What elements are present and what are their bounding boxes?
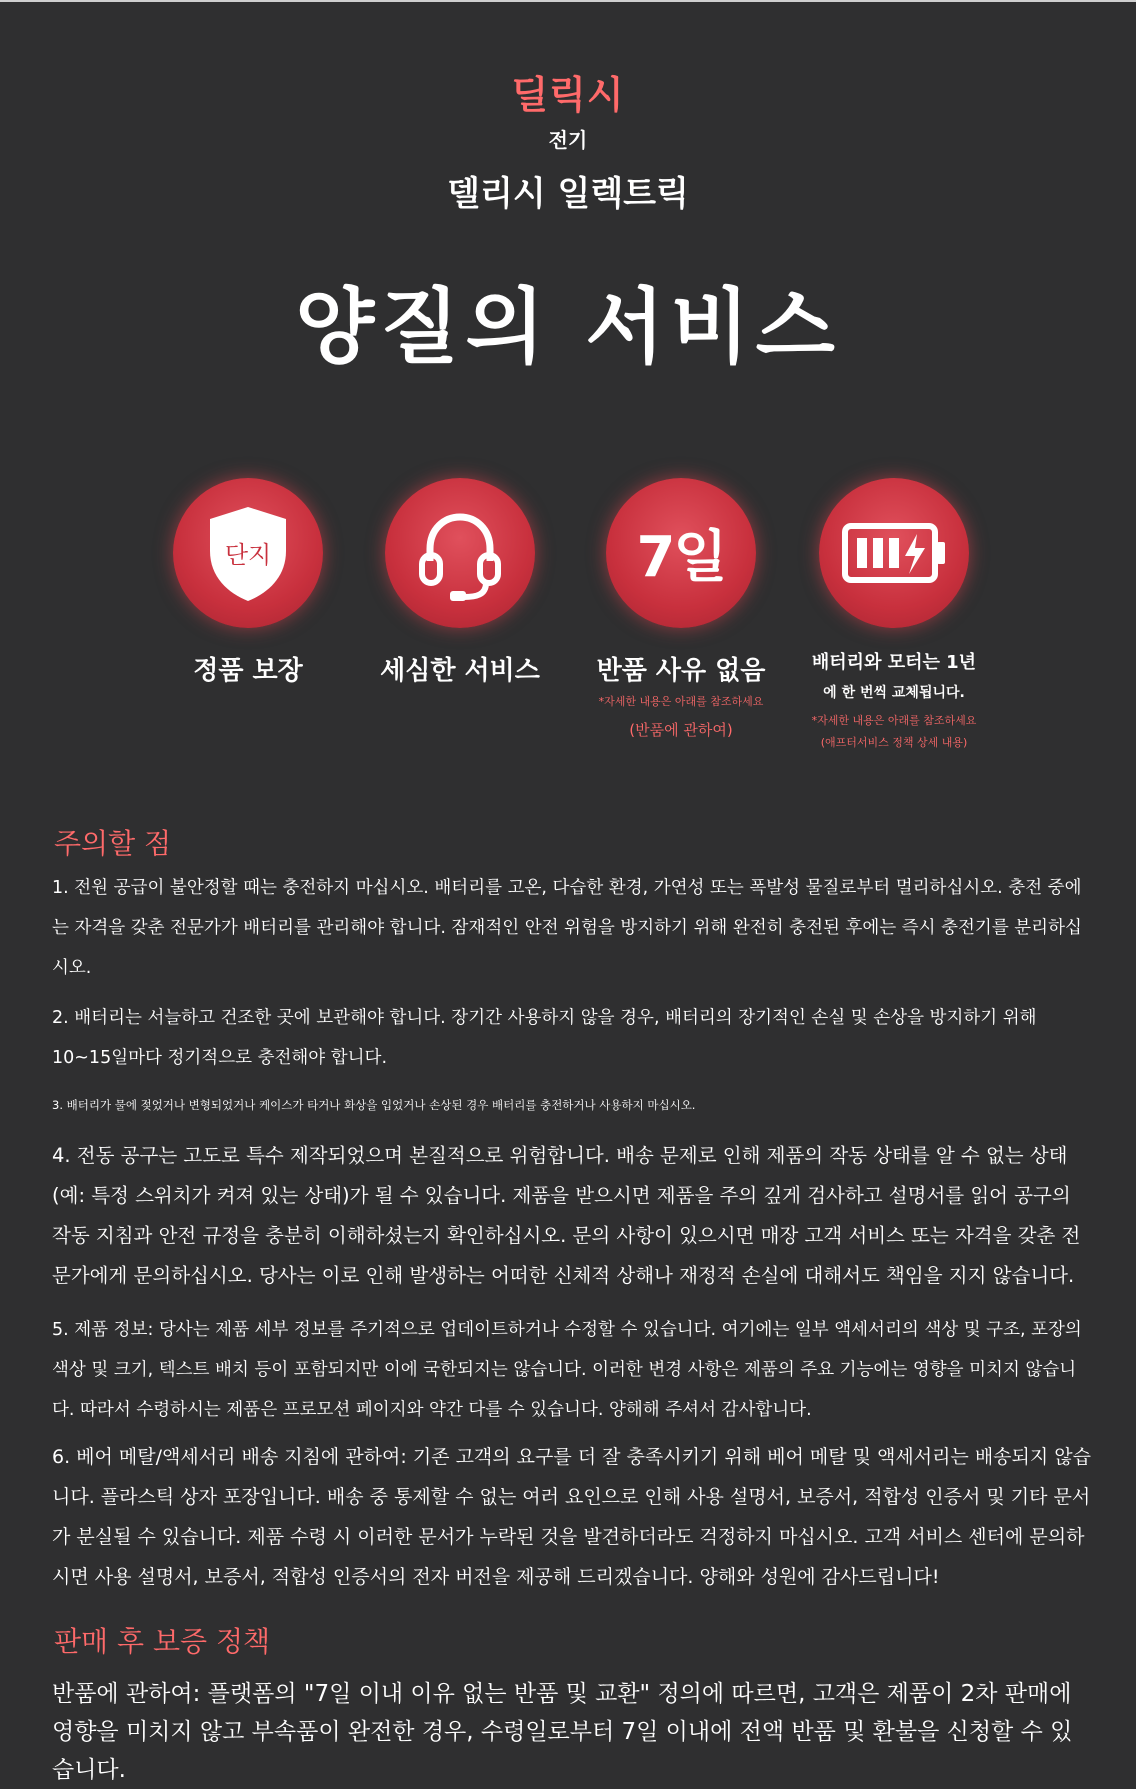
caution-title: 주의할 점 [54, 827, 172, 860]
seven-day-icon-text: 7일 [636, 525, 726, 590]
service-title: 정품 보장 [193, 656, 303, 686]
service-note: *자세한 내용은 아래를 참조하세요 [811, 714, 977, 727]
service-title-line2: 에 한 번씩 교체됩니다. [823, 685, 965, 701]
shield-icon-text: 단지 [224, 541, 272, 569]
service-note: *자세한 내용은 아래를 참조하세요 [598, 695, 764, 708]
service-title-line1: 배터리와 모터는 1년 [811, 652, 977, 673]
caution-item-3: 3. 배터리가 물에 젖었거나 변형되었거나 케이스가 타거나 화상을 입었거나 손상된 경우 배터리를 충전하거나 사용하지 마십시오. [52, 1098, 696, 1112]
warranty-title: 판매 후 보증 정책 [54, 1625, 271, 1658]
headset-icon [385, 478, 535, 628]
caution-item-2: 2. 배터리는 서늘하고 건조한 곳에 보관해야 합니다. 장기간 사용하지 않을 경우, 배터리의 장기적인 손실 및 손상을 방지하기 위해 10~15일마다 정기적으로 충전해야 합니다. [52, 1008, 1037, 1068]
service-battery [784, 478, 1004, 750]
hero-title: 양질의 서비스 [295, 280, 841, 375]
service-note-link[interactable]: (애프터서비스 정책 상세 내용) [820, 736, 968, 749]
caution-item-6: 6. 베어 메탈/액세서리 배송 지침에 관하여: 기존 고객의 요구를 더 잘 충족시키기 위해 베어 메탈 및 액세서리는 배송되지 않습니다. 플라스틱 상자 포장입니다. 배송 중 통제할 수 없는 여러 요인으로 인해 사용 설명서, 보증서, 적합성 인증서 및 기타 문서가 분실될 수 있습니다. 제품 수령 시 이러한 문서가 누락된 것을 발견하더라도 걱정하지 마십시오. 고객 서비스 센터에 문의하시면 사용 설명서, 보증서, 적합성 인증서의 전자 버전을 제공해 드리겠습니다. 양해와 성원에 감사드립니다! [52, 1446, 1091, 1588]
seven-day-icon [606, 478, 756, 628]
battery-icon [819, 478, 969, 628]
service-return [571, 478, 791, 740]
caution-item-1: 1. 전원 공급이 불안정할 때는 충전하지 마십시오. 배터리를 고온, 다습한 환경, 가연성 또는 폭발성 물질로부터 멀리하십시오. 충전 중에는 자격을 갖춘 전문가가 배터리를 관리해야 합니다. 잠재적인 안전 위험을 방지하기 위해 완전히 충전된 후에는 즉시 충전기를 분리하십시오. [52, 878, 1082, 978]
service-note-link[interactable]: (반품에 관하여) [629, 721, 733, 739]
top-border [0, 0, 1136, 2]
service-title: 반품 사유 없음 [596, 656, 766, 686]
brand-subtitle: 델리시 일렉트릭 [447, 174, 689, 214]
caution-item-5: 5. 제품 정보: 당사는 제품 세부 정보를 주기적으로 업데이트하거나 수정할 수 있습니다. 여기에는 일부 액세서리의 색상 및 구조, 포장의 색상 및 크기, 텍스트 배치 등이 포함되지만 이에 국한되지는 않습니다. 이러한 변경 사항은 제품의 주요 기능에는 영향을 미치지 않습니다. 따라서 수령하시는 제품은 프로모션 페이지와 약간 다를 수 있습니다. 양해해 주셔서 감사합니다. [52, 1320, 1082, 1420]
warranty-return-policy: 반품에 관하여: 플랫폼의 "7일 이내 이유 없는 반품 및 교환" 정의에 따르면, 고객은 제품이 2차 판매에 영향을 미치지 않고 부속품이 완전한 경우, 수령일로부터 7일 이내에 전액 반품 및 환불을 신청할 수 있습니다. [52, 1681, 1073, 1783]
brand-name: 딜릭시 [511, 73, 625, 117]
brand-category: 전기 [548, 128, 588, 152]
service-care [350, 478, 570, 687]
shield-icon [173, 478, 323, 628]
caution-item-4: 4. 전동 공구는 고도로 특수 제작되었으며 본질적으로 위험합니다. 배송 문제로 인해 제품의 작동 상태를 알 수 없는 상태(예: 특정 스위치가 켜져 있는 상태)가 될 수 있습니다. 제품을 받으시면 제품을 주의 깊게 검사하고 설명서를 읽어 공구의 작동 지침과 안전 규정을 충분히 이해하셨는지 확인하십시오. 문의 사항이 있으시면 매장 고객 서비스 또는 자격을 갖춘 전문가에게 문의하십시오. 당사는 이로 인해 발생하는 어떠한 신체적 상해나 재정적 손실에 대해서도 책임을 지지 않습니다. [52, 1144, 1081, 1287]
service-genuine [138, 478, 358, 687]
service-title: 세심한 서비스 [380, 656, 540, 686]
